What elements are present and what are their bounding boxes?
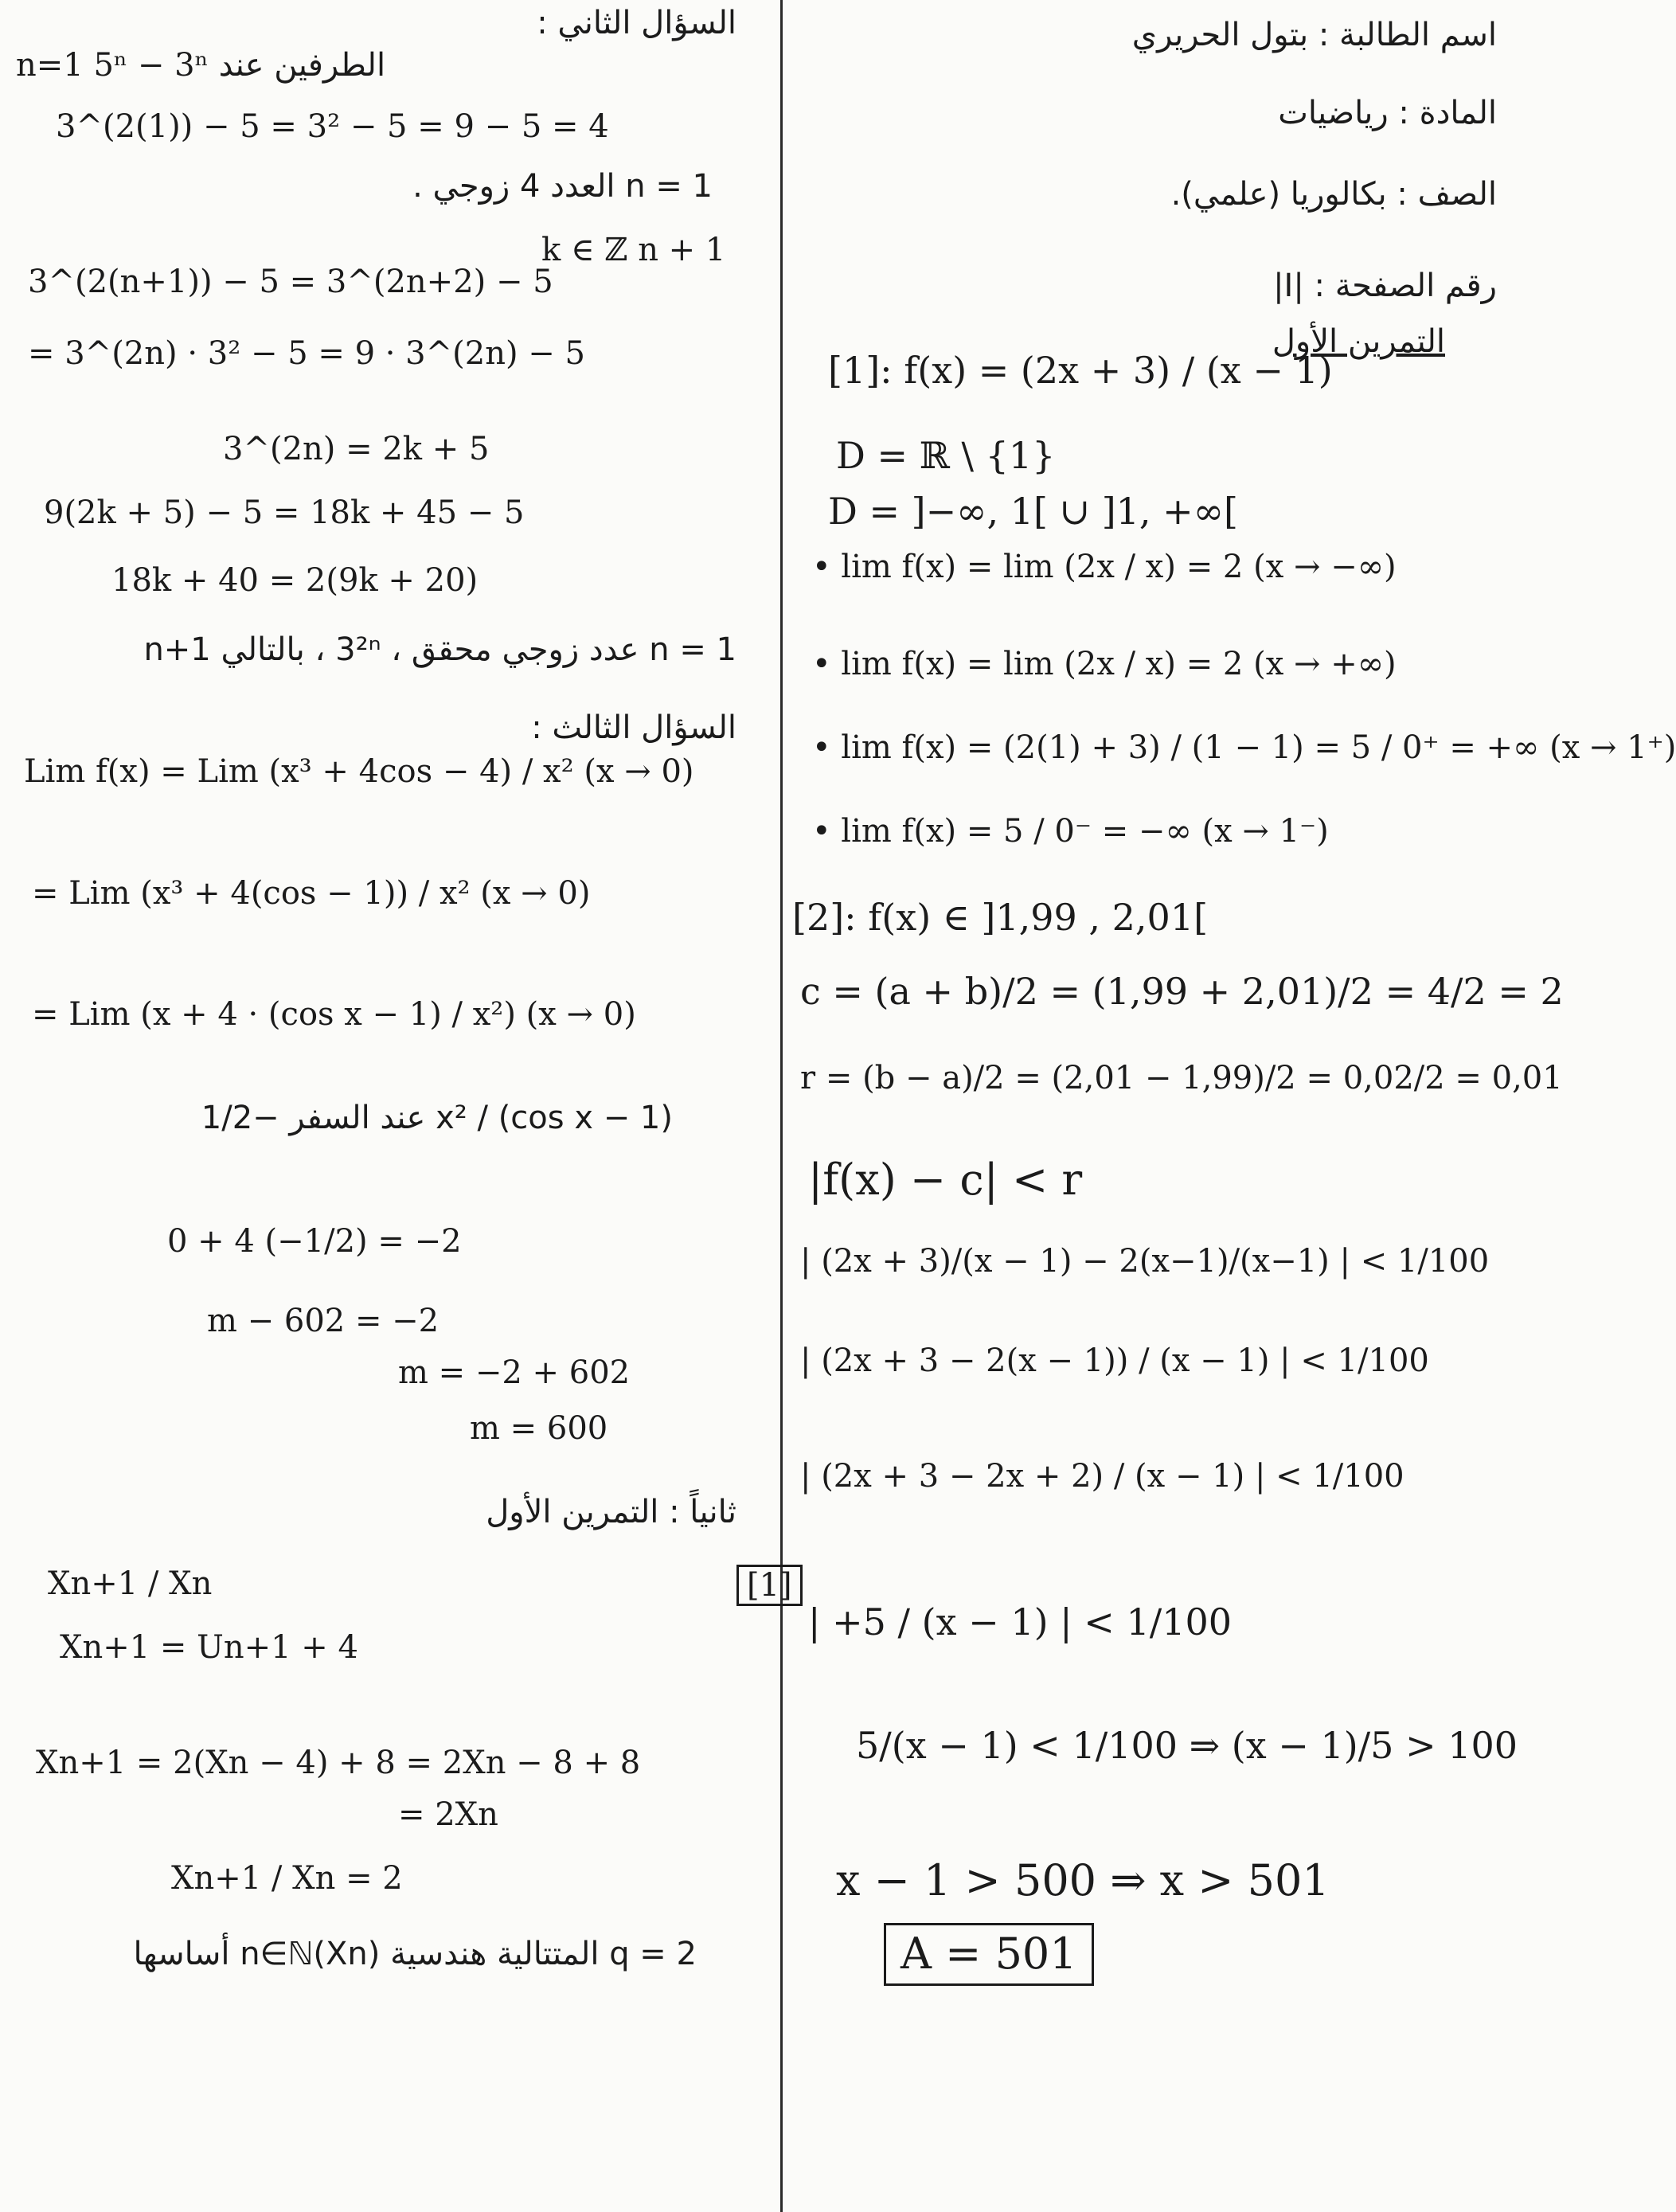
step-5: 5/(x − 1) < 1/100 ⇒ (x − 1)/5 > 100 — [856, 1724, 1518, 1767]
step-2: | (2x + 3 − 2(x − 1)) / (x − 1) | < 1/100 — [800, 1342, 1429, 1379]
limit-1-minus: • lim f(x) = 5 / 0⁻ = −∞ (x → 1⁻) — [812, 813, 1329, 850]
seq-line-2: Xn+1 = Un+1 + 4 — [60, 1629, 358, 1666]
step-3: | (2x + 3 − 2x + 2) / (x − 1) | < 1/100 — [800, 1458, 1404, 1495]
q3-line-6: m − 602 = −2 — [207, 1303, 440, 1339]
part2-title: ثانياً : التمرين الأول — [486, 1494, 736, 1530]
limit-pos-inf: • lim f(x) = lim (2x / x) = 2 (x → +∞) — [812, 646, 1397, 682]
q2-line-7: 3^(2n) = 2k + 5 — [223, 431, 490, 467]
q3-line-7: m = −2 + 602 — [398, 1354, 631, 1391]
seq-line-4: = 2Xn — [398, 1796, 498, 1833]
right-column — [792, 0, 1676, 2212]
limit-neg-inf: • lim f(x) = lim (2x / x) = 2 (x → −∞) — [812, 549, 1397, 585]
q2-line-5: 3^(2(n+1)) − 5 = 3^(2n+2) − 5 — [28, 264, 553, 300]
column-divider — [780, 0, 783, 2212]
q3-line-5: 0 + 4 (−1/2) = −2 — [167, 1223, 462, 1260]
final-answer: A = 501 — [884, 1923, 1094, 1986]
q2-line-10: n = 1 عدد زوجي محقق ، 3²ⁿ ، بالتالي n+1 — [143, 631, 736, 668]
seq-line-1: Xn+1 / Xn — [48, 1565, 213, 1602]
q2-line-8: 9(2k + 5) − 5 = 18k + 45 − 5 — [44, 494, 525, 531]
q2-line-9: 18k + 40 = 2(9k + 20) — [111, 562, 479, 599]
grade-line: الصف : بكالوريا (علمي). — [1170, 176, 1497, 213]
function-definition: [1]: f(x) = (2x + 3) / (x − 1) — [828, 349, 1333, 392]
exercise1-title: التمرين الأول — [1272, 323, 1445, 360]
seq-line-3: Xn+1 = 2(Xn − 4) + 8 = 2Xn − 8 + 8 — [36, 1745, 641, 1781]
question2-title: السؤال الثاني : — [537, 5, 736, 41]
step-6: x − 1 > 500 ⇒ x > 501 — [836, 1855, 1330, 1905]
domain-line-2: D = ]−∞, 1[ ∪ ]1, +∞[ — [828, 490, 1238, 533]
center-line: c = (a + b)/2 = (1,99 + 2,01)/2 = 4/2 = 2 — [800, 970, 1564, 1013]
q3-line-1: Lim f(x) = Lim (x³ + 4cos − 4) / x² (x → 0) — [24, 753, 694, 790]
seq-line-6: q = 2 المتتالية هندسية (Xn)n∈ℕ أساسها — [133, 1936, 697, 1972]
seq-line-5: Xn+1 / Xn = 2 — [171, 1860, 403, 1897]
part2-number-box: [1] — [736, 1565, 803, 1606]
q2-line-4: k ∈ ℤ n + 1 — [541, 232, 726, 268]
step-1: | (2x + 3)/(x − 1) − 2(x−1)/(x−1) | < 1/100 — [800, 1243, 1490, 1280]
domain-line-1: D = ℝ \ {1} — [836, 434, 1056, 477]
page-number: رقم الصفحة : |I| — [1273, 268, 1497, 304]
q2-line-3: n = 1 العدد 4 زوجي . — [412, 168, 713, 205]
q2-line-2: 3^(2(1)) − 5 = 3² − 5 = 9 − 5 = 4 — [56, 108, 609, 145]
abs-inequality: |f(x) − c| < r — [808, 1155, 1083, 1205]
student-name: اسم الطالبة : بتول الحريري — [1131, 17, 1497, 53]
q3-line-8: m = 600 — [470, 1410, 608, 1447]
q3-line-3: = Lim (x + 4 · (cos x − 1) / x²) (x → 0) — [32, 996, 636, 1033]
limit-1-plus: • lim f(x) = (2(1) + 3) / (1 − 1) = 5 / 0⁺ = +∞ (x → 1⁺) — [812, 729, 1676, 766]
subject-line: المادة : رياضيات — [1278, 95, 1497, 131]
radius-line: r = (b − a)/2 = (2,01 − 1,99)/2 = 0,02/2 = 0,01 — [800, 1060, 1563, 1096]
step-4: | +5 / (x − 1) | < 1/100 — [808, 1600, 1233, 1643]
q3-line-2: = Lim (x³ + 4(cos − 1)) / x² (x → 0) — [32, 875, 591, 912]
q2-line-1: n=1 5ⁿ − 3ⁿ الطرفين عند — [16, 47, 386, 84]
question3-title: السؤال الثالث : — [531, 709, 736, 746]
q3-line-4: (cos x − 1) / x² عند السفر −1/2 — [201, 1100, 673, 1136]
interval-line: [2]: f(x) ∈ ]1,99 , 2,01[ — [792, 896, 1209, 939]
q2-line-6: = 3^(2n) · 3² − 5 = 9 · 3^(2n) − 5 — [28, 335, 585, 372]
left-column — [16, 0, 792, 2212]
